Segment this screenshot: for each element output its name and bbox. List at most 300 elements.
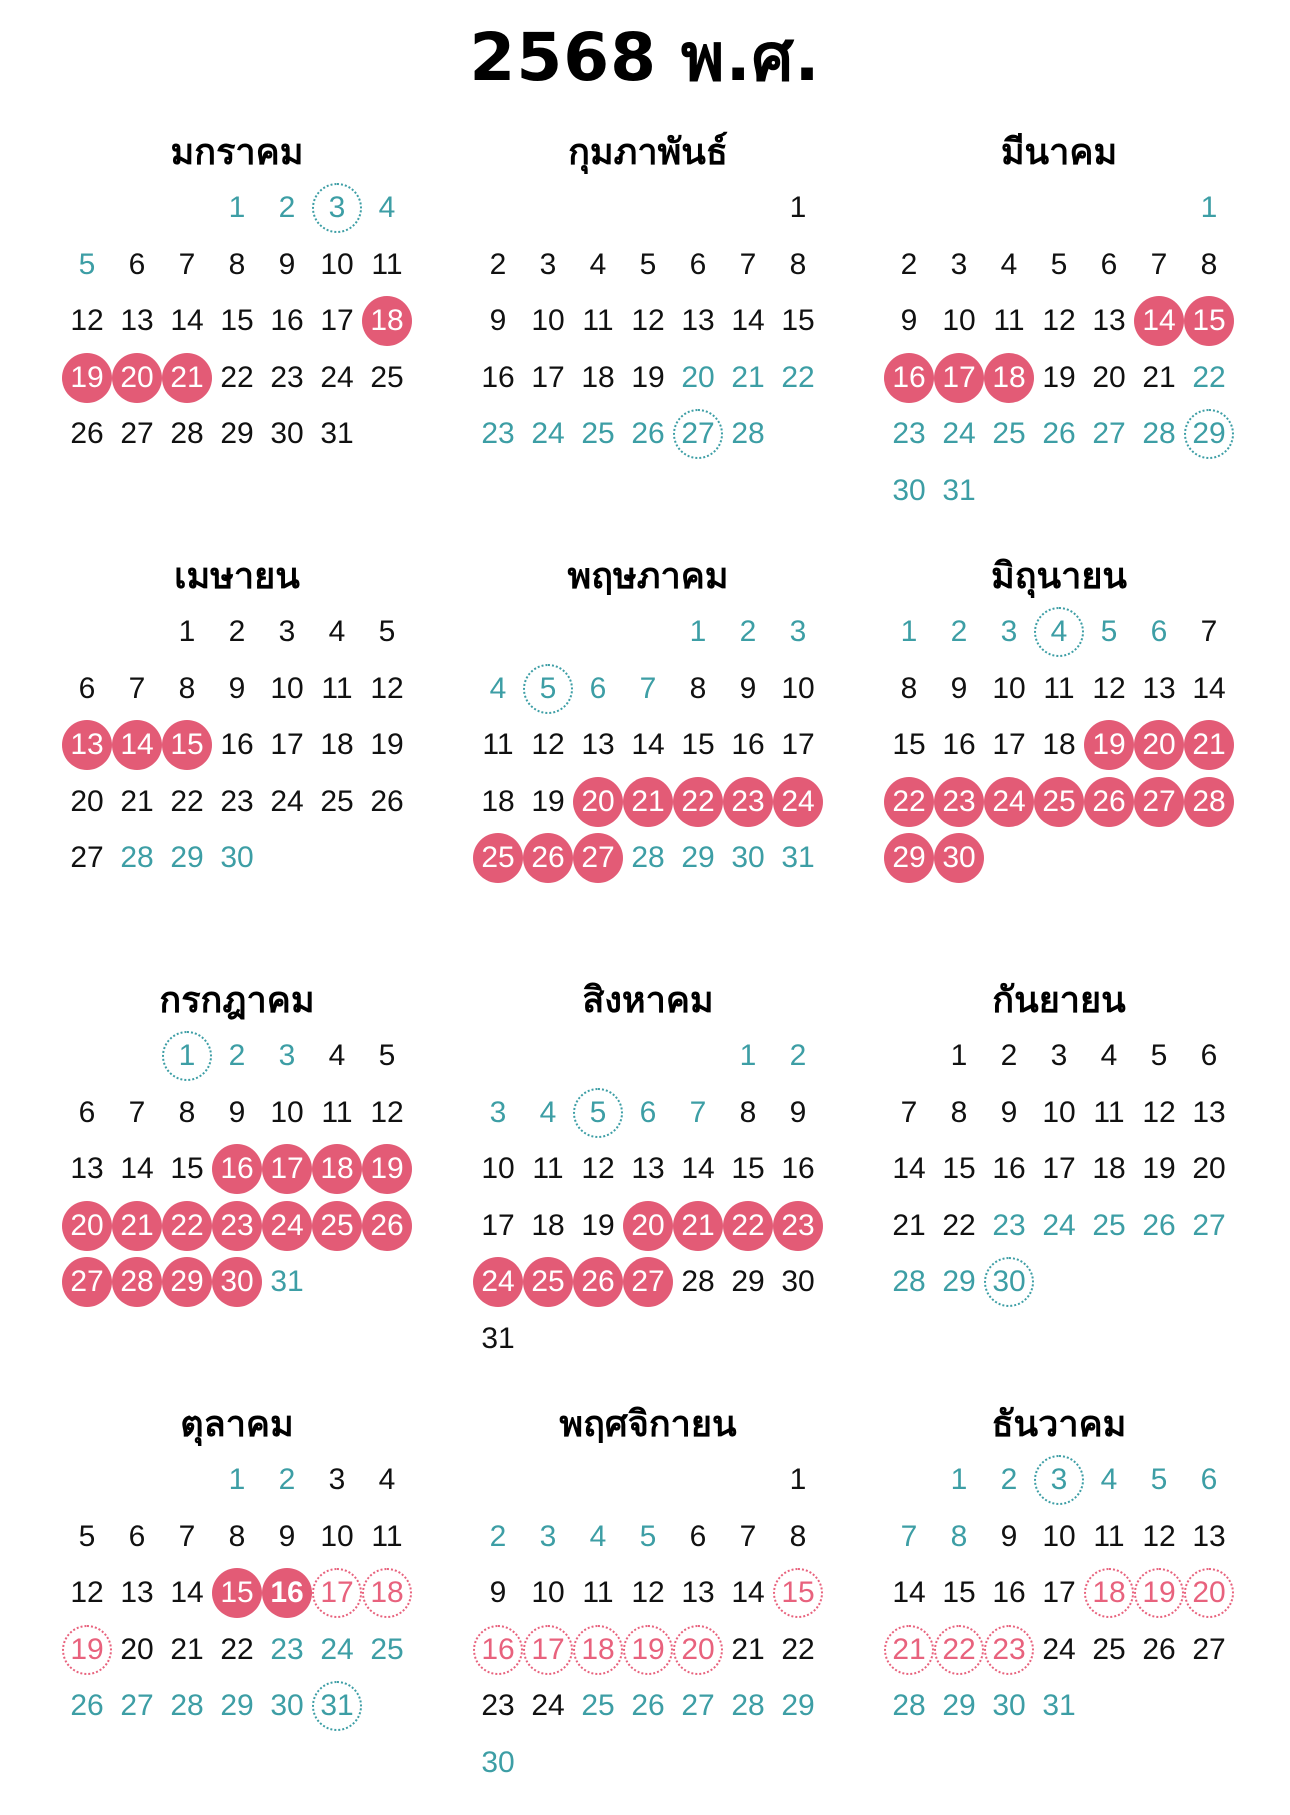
day-cell[interactable]: 22 (220, 1632, 254, 1666)
day-cell[interactable]: 14 (731, 1576, 765, 1609)
holiday-day-cell[interactable]: 21 (623, 777, 673, 827)
day-cell[interactable]: 30 (220, 841, 254, 874)
day-cell[interactable]: 28 (631, 841, 665, 874)
day-cell[interactable]: 2 (950, 615, 968, 648)
day-cell[interactable]: 6 (128, 247, 146, 281)
marked-day-cell[interactable]: 1 (162, 1031, 212, 1081)
holiday-day-cell[interactable]: 19 (1084, 720, 1134, 770)
holiday-day-cell[interactable]: 22 (673, 777, 723, 827)
holiday-day-cell[interactable]: 14 (1134, 296, 1184, 346)
day-cell[interactable]: 13 (120, 304, 154, 337)
day-cell[interactable]: 11 (321, 671, 353, 705)
day-cell[interactable]: 31 (781, 841, 815, 874)
day-cell[interactable]: 21 (892, 1208, 926, 1242)
day-cell[interactable]: 15 (942, 1576, 976, 1609)
day-cell[interactable]: 9 (789, 1095, 807, 1129)
holiday-day-cell[interactable]: 27 (623, 1257, 673, 1307)
day-cell[interactable]: 27 (120, 417, 154, 450)
day-cell[interactable]: 15 (781, 304, 815, 337)
day-cell[interactable]: 5 (1150, 1463, 1168, 1496)
day-cell[interactable]: 21 (1142, 360, 1176, 394)
holiday-day-cell[interactable]: 26 (573, 1257, 623, 1307)
holiday-day-cell[interactable]: 25 (312, 1201, 362, 1251)
marked-day-cell[interactable]: 4 (1034, 607, 1084, 657)
day-cell[interactable]: 26 (631, 417, 665, 450)
holiday-day-cell[interactable]: 24 (984, 777, 1034, 827)
holiday-day-cell[interactable]: 17 (934, 353, 984, 403)
day-cell[interactable]: 8 (178, 1095, 196, 1129)
day-cell[interactable]: 25 (992, 417, 1026, 450)
day-cell[interactable]: 29 (170, 841, 204, 874)
day-cell[interactable]: 2 (900, 247, 918, 281)
day-cell[interactable]: 7 (128, 1095, 146, 1129)
day-cell[interactable]: 1 (789, 191, 807, 224)
day-cell[interactable]: 10 (942, 304, 976, 337)
marked-day-cell[interactable]: 18 (1084, 1568, 1134, 1618)
day-cell[interactable]: 10 (1042, 1095, 1076, 1129)
day-cell[interactable]: 6 (1200, 1463, 1218, 1496)
day-cell[interactable]: 14 (120, 1152, 154, 1185)
day-cell[interactable]: 28 (1142, 417, 1176, 450)
holiday-day-cell[interactable]: 25 (473, 833, 523, 883)
holiday-day-cell[interactable]: 24 (262, 1201, 312, 1251)
day-cell[interactable]: 30 (270, 417, 304, 450)
holiday-day-cell[interactable]: 20 (1134, 720, 1184, 770)
day-cell[interactable]: 15 (220, 304, 254, 337)
day-cell[interactable]: 24 (320, 360, 354, 394)
day-cell[interactable]: 17 (992, 728, 1026, 761)
day-cell[interactable]: 29 (942, 1265, 976, 1298)
day-cell[interactable]: 7 (178, 1519, 196, 1553)
day-cell[interactable]: 14 (892, 1576, 926, 1609)
day-cell[interactable]: 29 (220, 1689, 254, 1722)
day-cell[interactable]: 31 (270, 1265, 304, 1298)
day-cell[interactable]: 8 (228, 247, 246, 281)
marked-day-cell[interactable]: 5 (523, 664, 573, 714)
day-cell[interactable]: 19 (631, 360, 665, 394)
holiday-day-cell[interactable]: 15 (212, 1568, 262, 1618)
day-cell[interactable]: 14 (1192, 671, 1226, 705)
day-cell[interactable]: 4 (378, 1463, 396, 1496)
day-cell[interactable]: 27 (1192, 1208, 1226, 1242)
day-cell[interactable]: 2 (228, 615, 246, 648)
day-cell[interactable]: 2 (278, 191, 296, 224)
marked-day-cell[interactable]: 30 (984, 1257, 1034, 1307)
holiday-day-cell[interactable]: 26 (362, 1201, 412, 1251)
day-cell[interactable]: 29 (731, 1265, 765, 1298)
day-cell[interactable]: 23 (892, 417, 926, 450)
day-cell[interactable]: 6 (689, 1519, 707, 1553)
day-cell[interactable]: 13 (631, 1152, 665, 1185)
day-cell[interactable]: 7 (1200, 615, 1218, 648)
day-cell[interactable]: 1 (228, 1463, 246, 1496)
day-cell[interactable]: 12 (631, 304, 665, 337)
day-cell[interactable]: 11 (582, 304, 614, 337)
marked-day-cell[interactable]: 18 (362, 1568, 412, 1618)
day-cell[interactable]: 13 (681, 304, 715, 337)
day-cell[interactable]: 25 (370, 1632, 404, 1666)
day-cell[interactable]: 7 (900, 1519, 918, 1553)
day-cell[interactable]: 30 (781, 1265, 815, 1298)
holiday-day-cell[interactable]: 23 (773, 1201, 823, 1251)
marked-day-cell[interactable]: 17 (312, 1568, 362, 1618)
marked-day-cell[interactable]: 3 (312, 183, 362, 233)
day-cell[interactable]: 19 (531, 784, 565, 818)
day-cell[interactable]: 14 (170, 1576, 204, 1609)
day-cell[interactable]: 19 (581, 1208, 615, 1242)
day-cell[interactable]: 9 (278, 247, 296, 281)
day-cell[interactable]: 10 (270, 671, 304, 705)
day-cell[interactable]: 23 (481, 1689, 515, 1722)
day-cell[interactable]: 11 (582, 1576, 614, 1609)
day-cell[interactable]: 9 (950, 671, 968, 705)
day-cell[interactable]: 12 (1142, 1095, 1176, 1129)
day-cell[interactable]: 3 (328, 1463, 346, 1496)
day-cell[interactable]: 25 (1092, 1208, 1126, 1242)
day-cell[interactable]: 24 (1042, 1632, 1076, 1666)
marked-day-cell[interactable]: 17 (523, 1625, 573, 1675)
day-cell[interactable]: 1 (950, 1039, 968, 1072)
holiday-day-cell[interactable]: 29 (884, 833, 934, 883)
marked-day-cell[interactable]: 19 (623, 1625, 673, 1675)
day-cell[interactable]: 28 (892, 1265, 926, 1298)
day-cell[interactable]: 14 (731, 304, 765, 337)
holiday-day-cell[interactable]: 25 (523, 1257, 573, 1307)
day-cell[interactable]: 6 (589, 671, 607, 705)
day-cell[interactable]: 3 (278, 615, 296, 648)
day-cell[interactable]: 18 (1042, 728, 1076, 761)
day-cell[interactable]: 17 (1042, 1576, 1076, 1609)
day-cell[interactable]: 2 (489, 1519, 507, 1553)
day-cell[interactable]: 20 (681, 360, 715, 394)
day-cell[interactable]: 6 (1200, 1039, 1218, 1072)
marked-day-cell[interactable]: 3 (1034, 1455, 1084, 1505)
day-cell[interactable]: 18 (481, 784, 515, 818)
holiday-day-cell[interactable]: 24 (773, 777, 823, 827)
day-cell[interactable]: 14 (892, 1152, 926, 1185)
day-cell[interactable]: 28 (892, 1689, 926, 1722)
day-cell[interactable]: 27 (120, 1689, 154, 1722)
day-cell[interactable]: 12 (581, 1152, 615, 1185)
day-cell[interactable]: 20 (1192, 1152, 1226, 1185)
holiday-day-cell[interactable]: 28 (112, 1257, 162, 1307)
holiday-day-cell[interactable]: 26 (1084, 777, 1134, 827)
day-cell[interactable]: 19 (370, 728, 404, 761)
day-cell[interactable]: 12 (1042, 304, 1076, 337)
day-cell[interactable]: 16 (220, 728, 254, 761)
day-cell[interactable]: 22 (942, 1208, 976, 1242)
holiday-day-cell[interactable]: 27 (62, 1257, 112, 1307)
marked-day-cell[interactable]: 16 (473, 1625, 523, 1675)
marked-day-cell[interactable]: 15 (773, 1568, 823, 1618)
holiday-day-cell[interactable]: 16 (212, 1144, 262, 1194)
holiday-day-cell[interactable]: 27 (1134, 777, 1184, 827)
day-cell[interactable]: 1 (228, 191, 246, 224)
holiday-day-cell[interactable]: 20 (623, 1201, 673, 1251)
day-cell[interactable]: 23 (481, 417, 515, 450)
day-cell[interactable]: 1 (1200, 191, 1218, 224)
day-cell[interactable]: 16 (992, 1576, 1026, 1609)
day-cell[interactable]: 28 (731, 417, 765, 450)
day-cell[interactable]: 16 (270, 304, 304, 337)
day-cell[interactable]: 3 (1050, 1039, 1068, 1072)
day-cell[interactable]: 10 (270, 1095, 304, 1129)
day-cell[interactable]: 10 (320, 1519, 354, 1553)
holiday-day-cell[interactable]: 19 (362, 1144, 412, 1194)
day-cell[interactable]: 28 (731, 1689, 765, 1722)
day-cell[interactable]: 1 (900, 615, 918, 648)
day-cell[interactable]: 29 (942, 1689, 976, 1722)
holiday-day-cell[interactable]: 30 (212, 1257, 262, 1307)
day-cell[interactable]: 9 (1000, 1095, 1018, 1129)
day-cell[interactable]: 4 (589, 247, 607, 281)
day-cell[interactable]: 6 (1100, 247, 1118, 281)
day-cell[interactable]: 13 (1192, 1095, 1226, 1129)
day-cell[interactable]: 7 (739, 1519, 757, 1553)
day-cell[interactable]: 24 (320, 1632, 354, 1666)
holiday-day-cell[interactable]: 21 (162, 353, 212, 403)
day-cell[interactable]: 2 (489, 247, 507, 281)
day-cell[interactable]: 13 (681, 1576, 715, 1609)
day-cell[interactable]: 21 (120, 784, 154, 818)
day-cell[interactable]: 15 (942, 1152, 976, 1185)
holiday-day-cell[interactable]: 27 (573, 833, 623, 883)
day-cell[interactable]: 16 (481, 360, 515, 394)
day-cell[interactable]: 4 (589, 1519, 607, 1553)
day-cell[interactable]: 12 (531, 728, 565, 761)
day-cell[interactable]: 1 (739, 1039, 757, 1072)
day-cell[interactable]: 12 (631, 1576, 665, 1609)
day-cell[interactable]: 4 (539, 1095, 557, 1129)
day-cell[interactable]: 11 (1043, 671, 1075, 705)
day-cell[interactable]: 29 (681, 841, 715, 874)
day-cell[interactable]: 11 (532, 1152, 564, 1185)
marked-day-cell[interactable]: 27 (673, 409, 723, 459)
day-cell[interactable]: 26 (70, 417, 104, 450)
day-cell[interactable]: 12 (370, 671, 404, 705)
day-cell[interactable]: 25 (370, 360, 404, 394)
day-cell[interactable]: 30 (270, 1689, 304, 1722)
day-cell[interactable]: 11 (1093, 1095, 1125, 1129)
day-cell[interactable]: 1 (950, 1463, 968, 1496)
day-cell[interactable]: 23 (270, 1632, 304, 1666)
marked-day-cell[interactable]: 22 (934, 1625, 984, 1675)
day-cell[interactable]: 4 (1100, 1463, 1118, 1496)
day-cell[interactable]: 7 (639, 671, 657, 705)
day-cell[interactable]: 6 (689, 247, 707, 281)
day-cell[interactable]: 16 (942, 728, 976, 761)
day-cell[interactable]: 4 (1000, 247, 1018, 281)
holiday-day-cell[interactable]: 24 (473, 1257, 523, 1307)
day-cell[interactable]: 10 (531, 1576, 565, 1609)
day-cell[interactable]: 25 (581, 1689, 615, 1722)
day-cell[interactable]: 9 (228, 671, 246, 705)
day-cell[interactable]: 23 (992, 1208, 1026, 1242)
day-cell[interactable]: 31 (481, 1321, 515, 1355)
holiday-day-cell[interactable]: 18 (312, 1144, 362, 1194)
marked-day-cell[interactable]: 23 (984, 1625, 1034, 1675)
day-cell[interactable]: 17 (1042, 1152, 1076, 1185)
day-cell[interactable]: 12 (370, 1095, 404, 1129)
day-cell[interactable]: 1 (789, 1463, 807, 1496)
holiday-day-cell[interactable]: 22 (723, 1201, 773, 1251)
day-cell[interactable]: 15 (681, 728, 715, 761)
day-cell[interactable]: 22 (170, 784, 204, 818)
holiday-day-cell[interactable]: 18 (362, 296, 412, 346)
day-cell[interactable]: 8 (789, 247, 807, 281)
day-cell[interactable]: 10 (992, 671, 1026, 705)
day-cell[interactable]: 24 (942, 417, 976, 450)
day-cell[interactable]: 9 (900, 304, 918, 337)
day-cell[interactable]: 5 (1100, 615, 1118, 648)
day-cell[interactable]: 8 (689, 671, 707, 705)
day-cell[interactable]: 25 (320, 784, 354, 818)
day-cell[interactable]: 26 (1142, 1632, 1176, 1666)
holiday-day-cell[interactable]: 30 (934, 833, 984, 883)
day-cell[interactable]: 18 (531, 1208, 565, 1242)
day-cell[interactable]: 5 (78, 247, 96, 281)
day-cell[interactable]: 5 (639, 1519, 657, 1553)
holiday-day-cell[interactable]: 20 (573, 777, 623, 827)
holiday-day-cell[interactable]: 21 (673, 1201, 723, 1251)
day-cell[interactable]: 30 (481, 1745, 515, 1779)
day-cell[interactable]: 27 (1092, 417, 1126, 450)
marked-day-cell[interactable]: 20 (673, 1625, 723, 1675)
day-cell[interactable]: 22 (1192, 360, 1226, 394)
holiday-day-cell[interactable]: 13 (62, 720, 112, 770)
day-cell[interactable]: 16 (992, 1152, 1026, 1185)
day-cell[interactable]: 9 (489, 1576, 507, 1609)
day-cell[interactable]: 5 (378, 615, 396, 648)
day-cell[interactable]: 6 (78, 671, 96, 705)
day-cell[interactable]: 15 (892, 728, 926, 761)
day-cell[interactable]: 26 (70, 1689, 104, 1722)
day-cell[interactable]: 7 (900, 1095, 918, 1129)
day-cell[interactable]: 24 (270, 784, 304, 818)
day-cell[interactable]: 10 (531, 304, 565, 337)
day-cell[interactable]: 2 (739, 615, 757, 648)
day-cell[interactable]: 3 (539, 1519, 557, 1553)
day-cell[interactable]: 3 (489, 1095, 507, 1129)
marked-day-cell[interactable]: 19 (1134, 1568, 1184, 1618)
holiday-day-cell[interactable]: 16 (884, 353, 934, 403)
day-cell[interactable]: 3 (789, 615, 807, 648)
day-cell[interactable]: 20 (1092, 360, 1126, 394)
day-cell[interactable]: 8 (950, 1519, 968, 1553)
day-cell[interactable]: 12 (1142, 1519, 1176, 1553)
day-cell[interactable]: 16 (731, 728, 765, 761)
day-cell[interactable]: 28 (681, 1265, 715, 1298)
day-cell[interactable]: 19 (1042, 360, 1076, 394)
day-cell[interactable]: 21 (170, 1632, 204, 1666)
holiday-day-cell[interactable]: 23 (934, 777, 984, 827)
day-cell[interactable]: 2 (228, 1039, 246, 1072)
marked-day-cell[interactable]: 29 (1184, 409, 1234, 459)
day-cell[interactable]: 26 (631, 1689, 665, 1722)
day-cell[interactable]: 30 (892, 473, 926, 507)
day-cell[interactable]: 24 (531, 1689, 565, 1722)
day-cell[interactable]: 9 (739, 671, 757, 705)
day-cell[interactable]: 13 (1092, 304, 1126, 337)
day-cell[interactable]: 30 (731, 841, 765, 874)
day-cell[interactable]: 19 (1142, 1152, 1176, 1185)
holiday-day-cell[interactable]: 18 (984, 353, 1034, 403)
day-cell[interactable]: 31 (942, 473, 976, 507)
day-cell[interactable]: 6 (128, 1519, 146, 1553)
day-cell[interactable]: 23 (220, 784, 254, 818)
day-cell[interactable]: 5 (78, 1519, 96, 1553)
day-cell[interactable]: 7 (1150, 247, 1168, 281)
day-cell[interactable]: 2 (789, 1039, 807, 1072)
day-cell[interactable]: 9 (489, 304, 507, 337)
day-cell[interactable]: 17 (781, 728, 815, 761)
day-cell[interactable]: 11 (371, 247, 403, 281)
day-cell[interactable]: 7 (128, 671, 146, 705)
day-cell[interactable]: 8 (228, 1519, 246, 1553)
day-cell[interactable]: 5 (1150, 1039, 1168, 1072)
day-cell[interactable]: 11 (993, 304, 1025, 337)
day-cell[interactable]: 12 (1092, 671, 1126, 705)
day-cell[interactable]: 10 (781, 671, 815, 705)
day-cell[interactable]: 2 (278, 1463, 296, 1496)
day-cell[interactable]: 22 (781, 360, 815, 394)
day-cell[interactable]: 14 (681, 1152, 715, 1185)
day-cell[interactable]: 13 (1142, 671, 1176, 705)
day-cell[interactable]: 13 (581, 728, 615, 761)
day-cell[interactable]: 12 (70, 304, 104, 337)
day-cell[interactable]: 20 (120, 1632, 154, 1666)
holiday-day-cell[interactable]: 23 (212, 1201, 262, 1251)
holiday-day-cell[interactable]: 29 (162, 1257, 212, 1307)
holiday-day-cell[interactable]: 21 (112, 1201, 162, 1251)
day-cell[interactable]: 4 (489, 671, 507, 705)
day-cell[interactable]: 29 (220, 417, 254, 450)
day-cell[interactable]: 6 (1150, 615, 1168, 648)
day-cell[interactable]: 2 (1000, 1463, 1018, 1496)
day-cell[interactable]: 27 (70, 841, 104, 874)
day-cell[interactable]: 28 (170, 417, 204, 450)
day-cell[interactable]: 26 (1042, 417, 1076, 450)
day-cell[interactable]: 31 (320, 417, 354, 450)
day-cell[interactable]: 17 (320, 304, 354, 337)
day-cell[interactable]: 5 (378, 1039, 396, 1072)
day-cell[interactable]: 28 (120, 841, 154, 874)
holiday-day-cell[interactable]: 19 (62, 353, 112, 403)
day-cell[interactable]: 20 (70, 784, 104, 818)
day-cell[interactable]: 30 (992, 1689, 1026, 1722)
day-cell[interactable]: 11 (1093, 1519, 1125, 1553)
day-cell[interactable]: 9 (228, 1095, 246, 1129)
day-cell[interactable]: 31 (1042, 1689, 1076, 1722)
day-cell[interactable]: 23 (270, 360, 304, 394)
day-cell[interactable]: 26 (370, 784, 404, 818)
holiday-day-cell[interactable]: 17 (262, 1144, 312, 1194)
day-cell[interactable]: 8 (789, 1519, 807, 1553)
day-cell[interactable]: 17 (481, 1208, 515, 1242)
day-cell[interactable]: 4 (328, 615, 346, 648)
day-cell[interactable]: 5 (639, 247, 657, 281)
day-cell[interactable]: 13 (120, 1576, 154, 1609)
day-cell[interactable]: 10 (320, 247, 354, 281)
day-cell[interactable]: 9 (278, 1519, 296, 1553)
marked-day-cell[interactable]: 5 (573, 1088, 623, 1138)
day-cell[interactable]: 27 (1192, 1632, 1226, 1666)
day-cell[interactable]: 22 (220, 360, 254, 394)
holiday-day-cell[interactable]: 15 (1184, 296, 1234, 346)
day-cell[interactable]: 7 (178, 247, 196, 281)
day-cell[interactable]: 4 (328, 1039, 346, 1072)
day-cell[interactable]: 3 (1000, 615, 1018, 648)
